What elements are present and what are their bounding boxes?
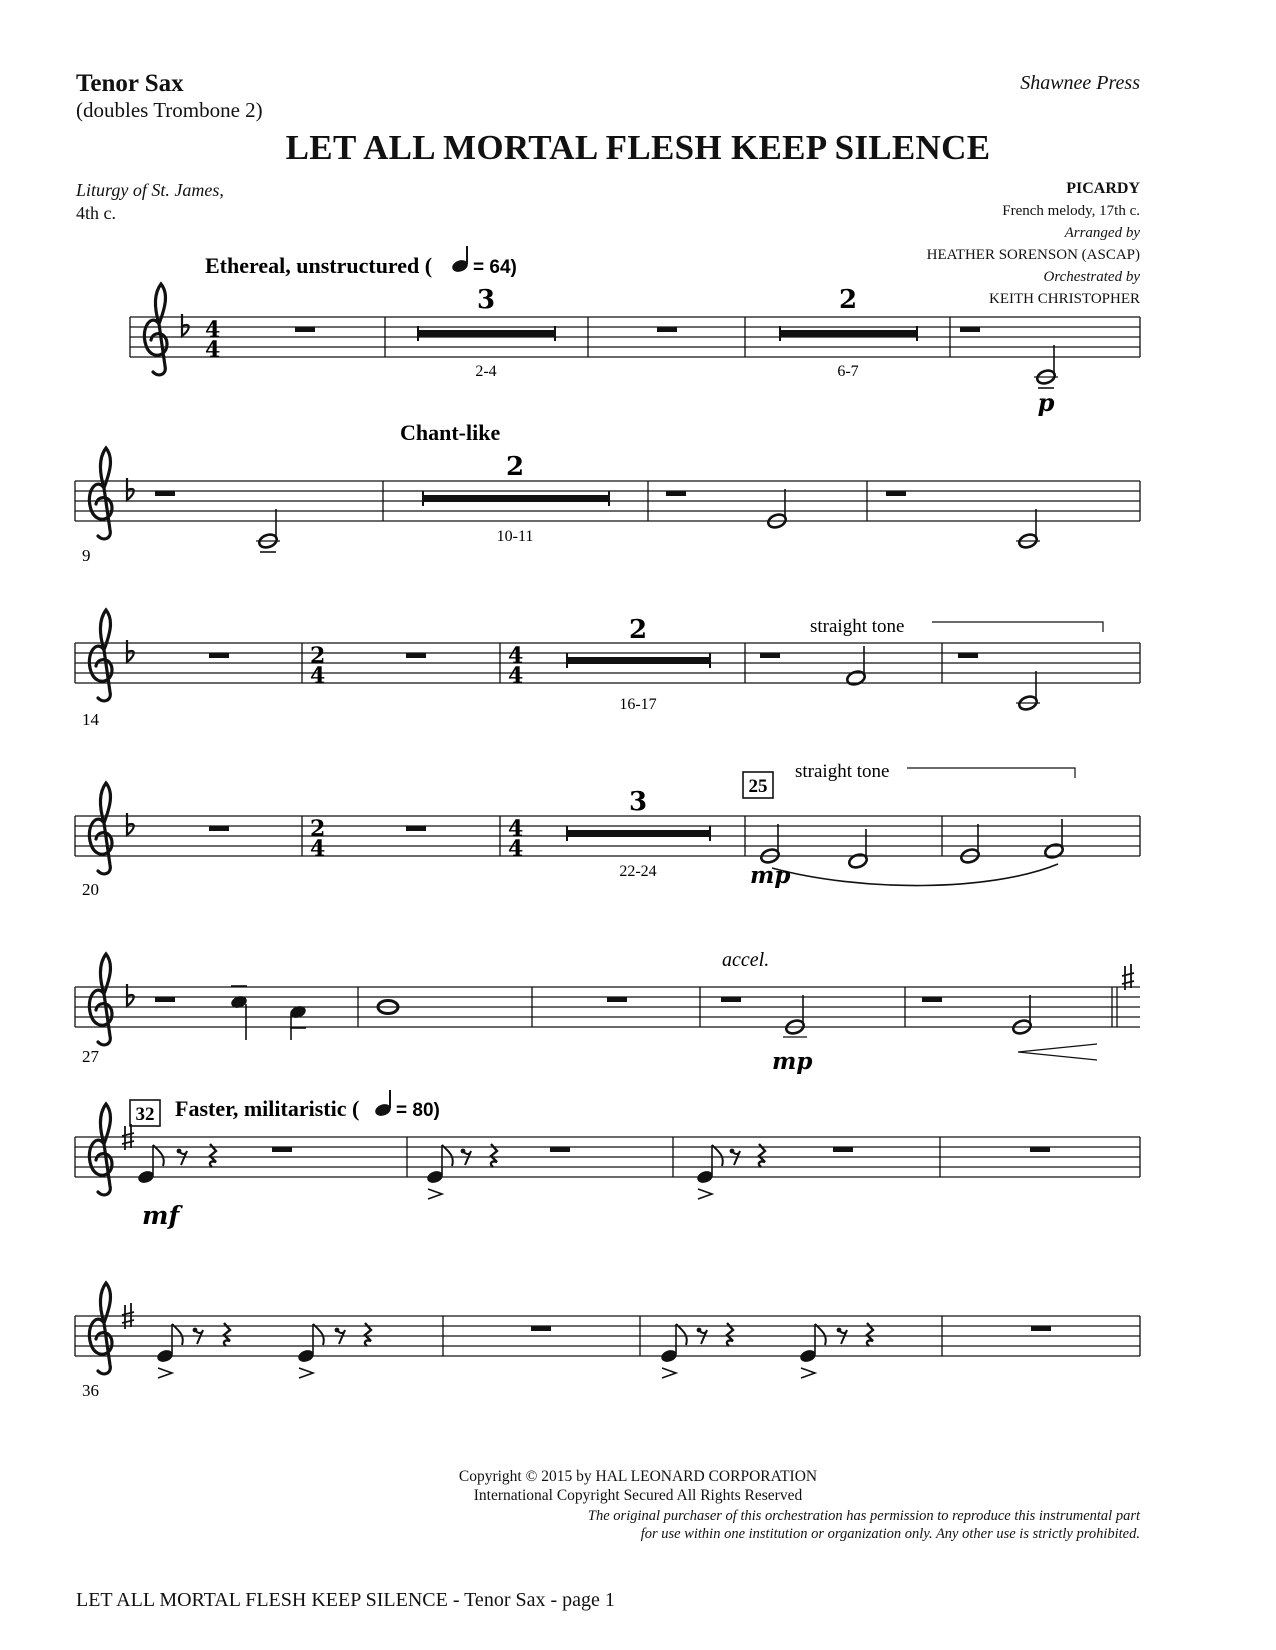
- arranger-name: HEATHER SORENSON (ASCAP): [926, 247, 1140, 263]
- measure-number: 14: [82, 710, 99, 729]
- tempo-bpm-3: = 80): [396, 1100, 440, 1121]
- multirest-bar: [567, 830, 710, 837]
- measure-number: 27: [82, 1047, 99, 1066]
- whole-rest-icon: [1030, 1147, 1050, 1152]
- time-sig-bottom: 4: [508, 836, 524, 862]
- whole-rest-icon: [406, 653, 426, 658]
- time-sig-top: 4: [205, 317, 221, 343]
- tempo-marking-1: Ethereal, unstructured (: [205, 253, 433, 278]
- multirest-count: 3: [628, 787, 648, 817]
- dynamic-mp: mp: [750, 862, 791, 889]
- multirest-range: 16-17: [619, 696, 657, 713]
- treble-clef-icon: [89, 448, 112, 539]
- half-rest-icon: [833, 1147, 853, 1152]
- treble-clef-icon: [89, 1283, 112, 1374]
- treble-clef-icon: [89, 783, 112, 874]
- multirest-range: 2-4: [475, 363, 497, 380]
- text-source-date: 4th c.: [76, 203, 116, 223]
- slur: [772, 864, 1058, 886]
- tune-source: French melody, 17th c.: [1002, 203, 1140, 219]
- accent-icon: [428, 1189, 442, 1199]
- whole-rest-icon: [1031, 1326, 1051, 1331]
- measure-number: 20: [82, 880, 99, 899]
- copyright-line: Copyright © 2015 by HAL LEONARD CORPORATION: [458, 1468, 818, 1485]
- measure-number: 9: [82, 546, 91, 565]
- crescendo-hairpin: [1018, 1044, 1097, 1060]
- multirest-count: 3: [476, 285, 496, 315]
- half-rest-icon: [886, 491, 906, 496]
- tune-name: PICARDY: [1066, 180, 1140, 197]
- whole-rest-icon: [531, 1326, 551, 1331]
- multirest-bar: [780, 330, 917, 337]
- staff-system-6: [75, 1104, 1140, 1230]
- multirest-count: 2: [838, 285, 858, 315]
- rehearsal-number: 25: [748, 776, 768, 797]
- time-sig-bottom: 4: [205, 337, 221, 363]
- time-sig-bottom: 4: [508, 663, 524, 689]
- quarter-note-icon: [374, 1090, 393, 1118]
- multirest-count: 2: [505, 452, 525, 482]
- accent-icon: [662, 1368, 676, 1378]
- quarter-note-icon: [451, 246, 470, 274]
- tempo-bpm-1: = 64): [473, 257, 517, 278]
- time-sig-top: 2: [310, 816, 326, 842]
- multirest-range: 22-24: [619, 863, 657, 880]
- straight-tone-marking: straight tone: [795, 761, 890, 782]
- multirest-range: 6-7: [837, 363, 859, 380]
- whole-rest-icon: [607, 997, 627, 1002]
- permission-line-1: The original purchaser of this orchestration has permission to reproduce this instrumental part: [587, 1508, 1140, 1524]
- rehearsal-number: 32: [135, 1104, 155, 1125]
- multirest-bar: [567, 657, 710, 664]
- orchestrated-by-label: Orchestrated by: [1043, 269, 1140, 285]
- half-rest-icon: [550, 1147, 570, 1152]
- straight-tone-marking: straight tone: [810, 616, 905, 637]
- multirest-count: 2: [628, 615, 648, 645]
- multirest-range: 10-11: [496, 528, 534, 545]
- measure-number: 36: [82, 1381, 99, 1400]
- publisher: Shawnee Press: [1020, 72, 1140, 94]
- whole-rest-icon: [295, 327, 315, 332]
- multirest-bar: [423, 495, 609, 502]
- time-sig-top: 4: [508, 643, 524, 669]
- dynamic-p: p: [1037, 388, 1055, 417]
- staff-system-7: [75, 1283, 1140, 1400]
- arranged-by-label: Arranged by: [1064, 225, 1140, 241]
- orchestrator-name: KEITH CHRISTOPHER: [989, 291, 1140, 307]
- sharp-icon: [1122, 964, 1134, 990]
- instrument-doubling-note: (doubles Trombone 2): [76, 98, 263, 122]
- half-rest-icon: [155, 491, 175, 496]
- dynamic-mp: mp: [772, 1048, 813, 1075]
- whole-rest-icon: [406, 826, 426, 831]
- half-rest-icon: [721, 997, 741, 1002]
- half-rest-icon: [666, 491, 686, 496]
- treble-clef-icon: [89, 1104, 112, 1195]
- text-source: Liturgy of St. James,: [76, 180, 224, 200]
- accent-icon: [158, 1368, 172, 1378]
- treble-clef-icon: [89, 954, 112, 1045]
- dynamic-mf: mf: [142, 1201, 180, 1230]
- copyright-block: [0, 1467, 1276, 1505]
- half-rest-icon: [155, 997, 175, 1002]
- multirest-bar: [418, 330, 555, 337]
- instrument-name: Tenor Sax: [76, 70, 184, 97]
- time-sig-top: 4: [508, 816, 524, 842]
- treble-clef-icon: [144, 284, 167, 375]
- half-rest-icon: [960, 327, 980, 332]
- time-sig-top: 2: [310, 643, 326, 669]
- half-rest-icon: [958, 653, 978, 658]
- staff-system-2: [75, 448, 1140, 565]
- time-sig-bottom: 4: [310, 663, 326, 689]
- staff-system-3: [75, 610, 1140, 729]
- half-rest-icon: [922, 997, 942, 1002]
- staff-system-4: [75, 783, 1140, 899]
- half-rest-icon: [272, 1147, 292, 1152]
- staff-system-1: [130, 284, 1140, 417]
- accent-icon: [299, 1368, 313, 1378]
- accent-icon: [698, 1189, 712, 1199]
- accel-marking: accel.: [722, 949, 770, 971]
- permission-line-2: for use within one institution or organization only. Any other use is strictly prohibited.: [640, 1526, 1140, 1542]
- tempo-marking-2: Chant-like: [400, 420, 501, 445]
- page-title: LET ALL MORTAL FLESH KEEP SILENCE: [285, 128, 991, 167]
- rights-line: International Copyright Secured All Rights Reserved: [473, 1487, 803, 1504]
- page-footer: LET ALL MORTAL FLESH KEEP SILENCE - Tenor Sax - page 1: [76, 1589, 615, 1611]
- whole-rest-icon: [209, 826, 229, 831]
- time-sig-bottom: 4: [310, 836, 326, 862]
- staff-system-5: [75, 954, 1140, 1075]
- tempo-marking-3: Faster, militaristic (: [175, 1096, 360, 1121]
- treble-clef-icon: [89, 610, 112, 701]
- accent-icon: [801, 1368, 815, 1378]
- whole-rest-icon: [209, 653, 229, 658]
- permission-notice: [588, 1507, 1140, 1543]
- whole-rest-icon: [657, 327, 677, 332]
- half-rest-icon: [760, 653, 780, 658]
